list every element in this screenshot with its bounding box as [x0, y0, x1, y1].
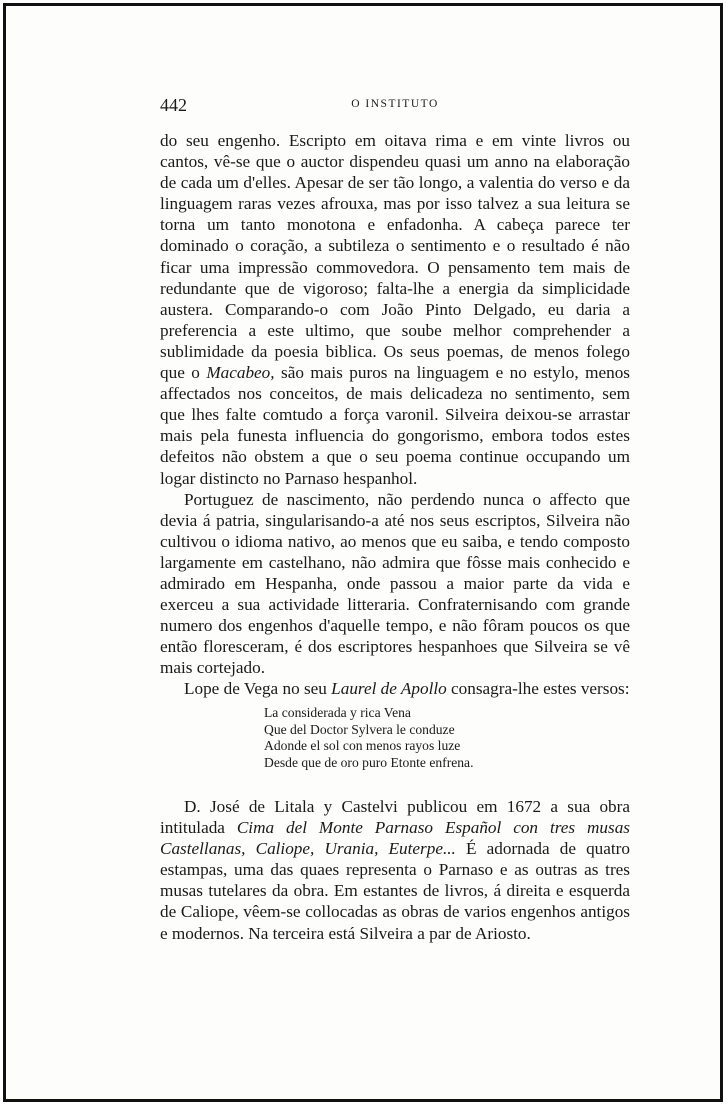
paragraph-1: [160, 130, 630, 489]
text-run: É adornada de quatro estampas, uma das quaes representa o Parnaso e as outras as tres musas tutelares da obra. Em estantes de livros, á direita e esquerda de Caliope, vêem-se collocadas as obras de varios engenhos antigos e modernos. Na terceira está Silveira a par de Ariosto.: [160, 839, 630, 943]
paragraph-3: [160, 678, 630, 699]
text-run: Lope de Vega no seu: [184, 679, 332, 699]
text-run: do seu engenho. Escripto em oitava rima e em vinte livros ou cantos, vê-se que o auctor dispendeu quasi um anno na elaboração de cada um d'elles. Apesar de ser tão longo, a valentia do verso e da linguagem raras vezes afrouxa, mas por isso talvez a sua leitura se torna um tanto monotona e enfadonha. A cabeça parece ter dominado o coração, a subtileza o sentimento e o resultado é não ficar uma impressão commovedora. O pensamento tem mais de redundante que de vigoroso; falta-lhe a energia da simplicidade austera. Comparando-o com João Pinto Delgado, eu daria a preferencia a este ultimo, que soube melhor comprehender a sublimidade da poesia biblica. Os seus poemas, de menos folego que o: [160, 131, 630, 383]
body-text: [160, 130, 630, 700]
text-run: Portuguez de nascimento, não perdendo nunca o affecto que devia á patria, singularisando-a até nos seus escriptos, Silveira não cultivou o idioma nativo, ao menos que eu saiba, e tendo composto largamente em castelhano, não admira que fôsse mais conhecido e admirado em Hespanha, onde passou a maior parte da vida e exerceu a sua actividade litteraria. Confraternisando com grande numero dos engenhos d'aquelle tempo, e não fôram poucos os que então floresceram, é dos escriptores hespanhoes que Silveira se vê mais cortejado.: [160, 489, 630, 678]
text-run: D. José de Litala y Castelvi publicou em 1672 a sua obra intitulada: [160, 797, 630, 838]
page-header: [160, 95, 630, 115]
text-run: são mais puros na linguagem e no estylo, menos affectados nos conceitos, de mais delicadeza no sentimento, sem que lhes falte comtudo a força varonil. Silveira deixou-se arrastar mais pela funesta influencia do gongorismo, embora todos estes defeitos não obstem a que o seu poema continue occupando um logar distincto no Parnaso hespanhol.: [160, 363, 630, 488]
verse-line: Adonde el sol con menos rayos luze: [264, 738, 461, 754]
verse-line: Que del Doctor Sylvera le conduze: [264, 721, 455, 737]
text-run: consagra-lhe estes versos:: [446, 679, 630, 699]
running-title: O INSTITUTO: [351, 98, 439, 110]
verse-line: Desde que de oro puro Etonte enfrena.: [264, 754, 474, 770]
italic-title-macabeo: Macabeo,: [206, 363, 275, 383]
verse-quotation: [264, 705, 604, 771]
verse-line: La considerada y rica Vena: [264, 705, 411, 720]
italic-title-cima: Cima del Monte Parnaso Español con tres musas Castellanas, Caliope, Urania, Euterpe...: [160, 818, 630, 859]
body-text-continued: [160, 796, 630, 944]
paragraph-4: [160, 796, 630, 944]
paragraph-2: [160, 489, 630, 679]
italic-title-laurel: Laurel de Apollo: [331, 679, 447, 699]
page-number: 442: [160, 95, 187, 115]
